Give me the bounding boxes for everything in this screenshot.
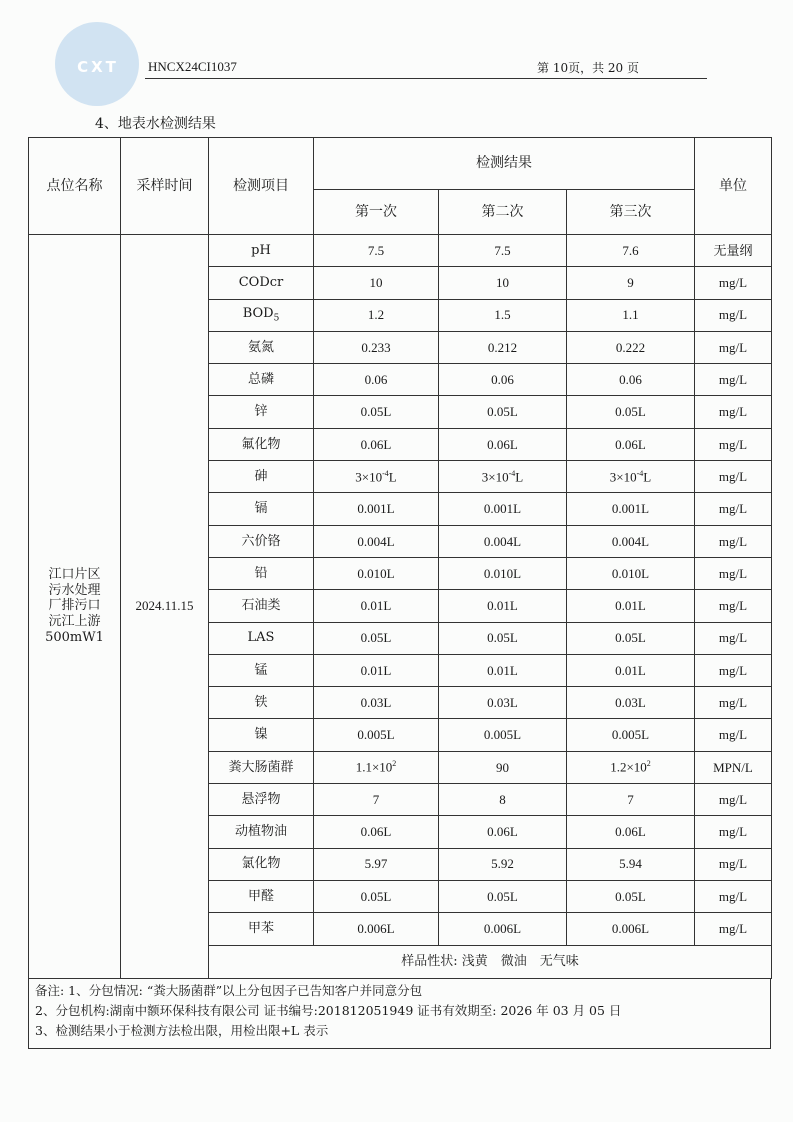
result-value: 7.5 (367, 242, 385, 258)
result-run2 (439, 428, 567, 460)
results-table (28, 137, 772, 979)
test-item (209, 719, 314, 751)
result-run3 (567, 493, 695, 525)
site-name-line: 污水处理 (48, 582, 101, 598)
unit: 无量纲 (695, 235, 772, 267)
result-run3 (567, 590, 695, 622)
test-item (209, 331, 314, 363)
result-value: 0.006L (611, 921, 650, 937)
unit: mg/L (695, 557, 772, 589)
result-value: 8 (499, 791, 506, 807)
result-value: 0.05L (487, 630, 518, 646)
result-run3 (567, 299, 695, 331)
test-item-name: 氟化物 (241, 436, 281, 452)
report-code: HNCX24CI1037 (148, 59, 237, 74)
result-value: 7.5 (494, 242, 511, 258)
unit: MPN/L (695, 751, 772, 783)
result-run2 (439, 461, 567, 493)
site-name-line: 厂排污口 (48, 598, 101, 614)
unit: mg/L (695, 848, 772, 880)
test-item (209, 461, 314, 493)
result-run3 (567, 622, 695, 654)
result-run3 (567, 913, 695, 945)
result-run1 (314, 784, 439, 816)
result-run3 (567, 816, 695, 848)
result-value: 0.03L (487, 695, 518, 710)
test-item (209, 396, 314, 428)
test-item-name: 六价铬 (241, 533, 281, 549)
notes-box (28, 979, 771, 1049)
result-value: 0.010L (483, 565, 522, 581)
result-value: 0.06L (360, 824, 392, 840)
result-value: 0.06 (619, 372, 642, 388)
test-item (209, 622, 314, 654)
result-value: 0.006L (357, 921, 395, 937)
unit: mg/L (695, 654, 772, 686)
result-run1 (314, 590, 439, 622)
result-run1 (314, 428, 439, 460)
result-value: 0.05L (360, 404, 392, 420)
result-run2 (439, 913, 567, 945)
result-value: 3×10 (609, 469, 637, 485)
test-item-name: 镉 (254, 501, 268, 517)
test-item-name: LAS (247, 630, 275, 646)
unit: mg/L (695, 493, 772, 525)
result-exponent: -4 (636, 468, 644, 478)
unit: mg/L (695, 299, 772, 331)
result-run2 (439, 557, 567, 589)
test-item-name: 甲醛 (247, 888, 274, 904)
sample-date: 2024.11.15 (121, 235, 209, 979)
result-value: 0.01L (487, 662, 518, 678)
unit: mg/L (695, 267, 772, 299)
result-run3 (567, 557, 695, 589)
result-run2 (439, 331, 567, 363)
test-item-name: 铅 (254, 565, 268, 581)
result-run3 (567, 428, 695, 460)
header-site: 点位名称 (29, 138, 121, 235)
test-item (209, 428, 314, 460)
result-run1 (314, 751, 439, 783)
result-run2 (439, 687, 567, 719)
result-run1 (314, 622, 439, 654)
result-run2 (439, 622, 567, 654)
result-value: 5.92 (491, 856, 514, 872)
unit: mg/L (695, 396, 772, 428)
result-value: 7.6 (622, 242, 639, 258)
site-name-line: 500mW1 (45, 629, 104, 645)
sample-property: 样品性状: 浅黄 微油 无气味 (209, 945, 772, 978)
result-value: 0.05L (615, 404, 646, 420)
unit: mg/L (695, 364, 772, 396)
result-run3 (567, 654, 695, 686)
result-run1 (314, 848, 439, 880)
test-item-name: 悬浮物 (241, 791, 281, 807)
result-value: 0.06L (487, 824, 518, 840)
result-suffix: L (515, 469, 524, 485)
result-run3 (567, 396, 695, 428)
result-run1 (314, 913, 439, 945)
test-item (209, 590, 314, 622)
result-run1 (314, 396, 439, 428)
result-value: 1.2 (367, 307, 385, 323)
result-run3 (567, 687, 695, 719)
result-run2 (439, 719, 567, 751)
result-value: 0.05L (487, 888, 518, 904)
result-run2 (439, 299, 567, 331)
header-sample-time: 采样时间 (121, 138, 209, 235)
result-run1 (314, 525, 439, 557)
result-run1 (314, 719, 439, 751)
test-item (209, 364, 314, 396)
result-run2 (439, 654, 567, 686)
result-run1 (314, 364, 439, 396)
note-line-3: 3、检测结果小于检测方法检出限，用检出限+L 表示 (35, 1023, 329, 1038)
result-value: 0.005L (483, 727, 522, 743)
result-run1 (314, 267, 439, 299)
result-run1 (314, 331, 439, 363)
result-run1 (314, 654, 439, 686)
unit: mg/L (695, 622, 772, 654)
note-line-1: 备注: 1、分包情况: “粪大肠菌群”以上分包因子已告知客户并同意分包 (35, 983, 423, 998)
header-run-2: 第二次 (439, 190, 567, 235)
result-value: 0.010L (357, 565, 395, 581)
result-value: 7 (372, 791, 380, 807)
result-suffix: L (643, 469, 652, 485)
logo-text: CXT (77, 58, 119, 76)
result-value: 1.5 (494, 307, 511, 323)
page-indicator: 第 10页，共 20 页 (537, 61, 639, 75)
result-run3 (567, 331, 695, 363)
result-value: 0.001L (357, 501, 395, 517)
site-name-line: 江口片区 (48, 567, 101, 583)
note-line-2: 2、分包机构:湖南中额环保科技有限公司 证书编号:201812051949 证书有效期至: 2026 年 03 月 05 日 (35, 1003, 622, 1018)
result-value: 0.05L (615, 630, 646, 646)
result-suffix: L (388, 469, 397, 485)
result-value: 0.004L (611, 533, 650, 549)
test-item-name: 氨氮 (247, 339, 274, 355)
result-run1 (314, 816, 439, 848)
result-value: 0.006L (483, 921, 522, 937)
result-run1 (314, 235, 439, 267)
test-item (209, 913, 314, 945)
result-value: 0.06L (615, 824, 646, 840)
test-item (209, 816, 314, 848)
result-exponent: 2 (646, 759, 651, 769)
result-value: 7 (627, 791, 634, 807)
test-item-name: BOD (242, 306, 274, 322)
test-item-name: 铁 (254, 695, 268, 710)
result-value: 9 (627, 275, 634, 291)
result-run3 (567, 848, 695, 880)
result-value: 1.1×10 (355, 759, 393, 775)
table-row (29, 235, 772, 267)
test-item-name: 甲苯 (247, 921, 274, 937)
header-results: 检测结果 (314, 138, 695, 190)
test-item (209, 235, 314, 267)
result-run1 (314, 880, 439, 912)
test-item-name: 石油类 (241, 598, 281, 614)
test-item (209, 493, 314, 525)
result-value: 10 (369, 275, 383, 291)
result-run3 (567, 525, 695, 557)
result-exponent: -4 (382, 468, 389, 478)
test-item-name: pH (251, 242, 271, 258)
test-item-name: 砷 (254, 468, 268, 484)
unit: mg/L (695, 525, 772, 557)
test-item (209, 557, 314, 589)
unit: mg/L (695, 913, 772, 945)
test-item-name: CODcr (238, 275, 284, 291)
result-run2 (439, 235, 567, 267)
result-value: 0.004L (357, 533, 395, 549)
result-run3 (567, 235, 695, 267)
result-run2 (439, 525, 567, 557)
test-item (209, 267, 314, 299)
result-value: 0.233 (361, 339, 391, 355)
result-run1 (314, 493, 439, 525)
test-item (209, 687, 314, 719)
result-run3 (567, 784, 695, 816)
site-name-line: 沅江上游 (48, 614, 101, 630)
result-run2 (439, 364, 567, 396)
header-run-3: 第三次 (567, 190, 695, 235)
result-value: 0.222 (615, 339, 646, 355)
test-item-name: 粪大肠菌群 (228, 759, 294, 775)
result-value: 1.1 (622, 307, 639, 323)
result-value: 0.001L (611, 501, 650, 517)
test-item (209, 654, 314, 686)
result-run3 (567, 719, 695, 751)
header-test-item: 检测项目 (209, 138, 314, 235)
unit: mg/L (695, 590, 772, 622)
test-item-name: 氯化物 (241, 856, 281, 872)
result-value: 0.06L (615, 436, 646, 452)
result-run1 (314, 687, 439, 719)
result-run3 (567, 364, 695, 396)
result-run2 (439, 590, 567, 622)
test-item-name: 锰 (254, 662, 268, 678)
result-value: 0.06L (360, 436, 392, 452)
result-run2 (439, 816, 567, 848)
result-value: 0.010L (611, 565, 650, 581)
result-value: 0.05L (615, 888, 646, 904)
result-run2 (439, 493, 567, 525)
result-value: 0.06 (491, 372, 514, 388)
result-value: 10 (496, 275, 509, 291)
unit: mg/L (695, 784, 772, 816)
result-value: 1.2×10 (610, 759, 647, 775)
result-value: 3×10 (481, 469, 509, 485)
unit: mg/L (695, 880, 772, 912)
result-value: 3×10 (355, 469, 383, 485)
result-value: 90 (496, 759, 509, 775)
result-run1 (314, 299, 439, 331)
header-unit: 单位 (695, 138, 772, 235)
result-value: 0.03L (360, 695, 392, 710)
unit: mg/L (695, 428, 772, 460)
unit: mg/L (695, 816, 772, 848)
result-value: 0.01L (360, 662, 392, 678)
test-item-name: 锌 (254, 404, 268, 420)
unit: mg/L (695, 687, 772, 719)
result-value: 5.94 (619, 856, 642, 872)
result-exponent: 2 (392, 759, 397, 769)
result-value: 0.06 (364, 372, 388, 388)
result-value: 0.005L (611, 727, 650, 743)
result-value: 0.05L (360, 888, 392, 904)
test-item (209, 848, 314, 880)
header-rule (145, 78, 707, 79)
result-value: 0.05L (487, 404, 518, 420)
result-value: 0.05L (360, 630, 392, 646)
site-name (29, 235, 121, 979)
result-value: 0.01L (615, 598, 646, 614)
result-value: 0.06L (487, 436, 518, 452)
result-run2 (439, 880, 567, 912)
result-exponent: -4 (508, 468, 516, 478)
unit: mg/L (695, 719, 772, 751)
notes-cell (29, 979, 771, 1049)
test-item (209, 751, 314, 783)
result-value: 0.212 (487, 339, 518, 355)
result-run3 (567, 751, 695, 783)
result-value: 0.03L (615, 695, 646, 710)
result-value: 0.004L (483, 533, 522, 549)
test-item-name: 镍 (254, 727, 268, 743)
test-item (209, 880, 314, 912)
result-value: 0.01L (487, 598, 518, 614)
result-value: 0.01L (615, 662, 646, 678)
result-run2 (439, 848, 567, 880)
result-run3 (567, 880, 695, 912)
result-run2 (439, 396, 567, 428)
unit: mg/L (695, 461, 772, 493)
result-run3 (567, 267, 695, 299)
section-title: 4、地表水检测结果 (95, 116, 216, 132)
result-run3 (567, 461, 695, 493)
unit: mg/L (695, 331, 772, 363)
result-value: 0.001L (483, 501, 522, 517)
test-item (209, 525, 314, 557)
test-item-subscript: 5 (273, 313, 280, 324)
test-item (209, 784, 314, 816)
test-item-name: 总磷 (247, 372, 274, 388)
result-value: 0.01L (360, 598, 392, 614)
result-run2 (439, 751, 567, 783)
result-value: 0.005L (357, 727, 395, 743)
result-run1 (314, 461, 439, 493)
test-item (209, 299, 314, 331)
result-run2 (439, 267, 567, 299)
result-value: 5.97 (364, 856, 388, 872)
header-run-1: 第一次 (314, 190, 439, 235)
result-run2 (439, 784, 567, 816)
test-item-name: 动植物油 (234, 824, 287, 840)
result-run1 (314, 557, 439, 589)
